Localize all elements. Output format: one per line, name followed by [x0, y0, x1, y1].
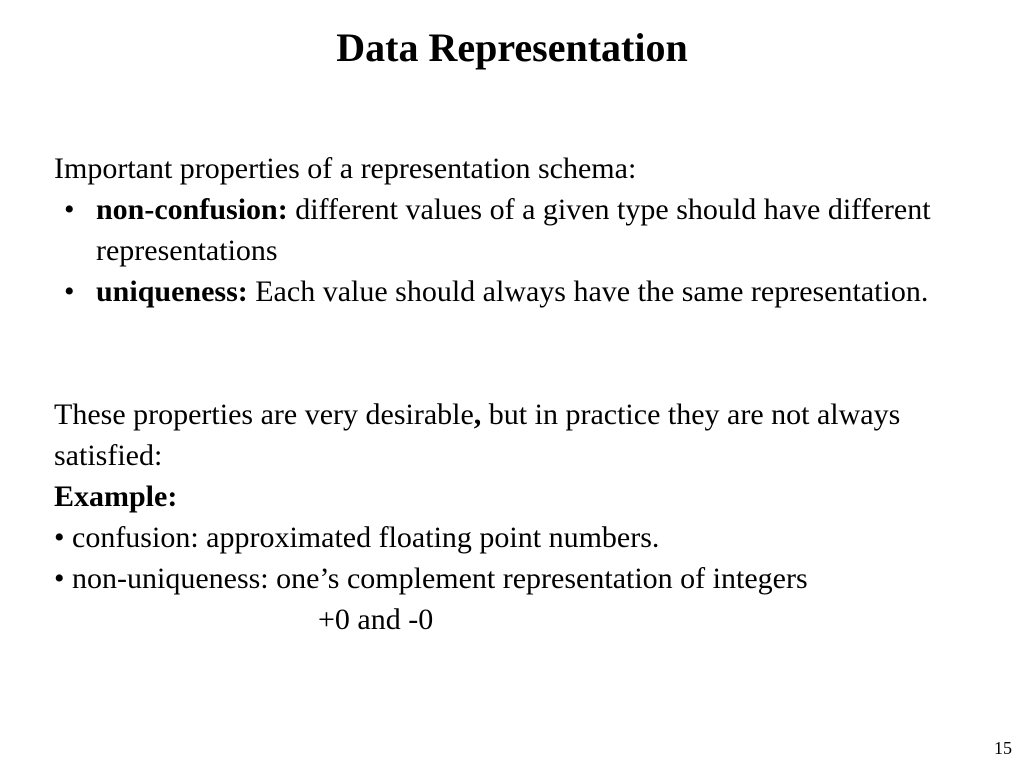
example-continuation: +0 and -0: [318, 603, 434, 636]
example-label: Example:: [54, 480, 178, 513]
example-line: • non-uniqueness: one’s complement representation of integers: [54, 562, 808, 595]
example-line: • confusion: approximated floating point numbers.: [54, 521, 660, 554]
list-item: [54, 189, 994, 271]
bullet-icon: •: [64, 275, 75, 308]
page-number: 15: [994, 738, 1012, 758]
slide-title: Data Representation: [336, 25, 688, 70]
list-item: [54, 271, 994, 312]
property-description: Each value should always have the same representation.: [247, 275, 929, 308]
intro-text: Important properties of a representation schema:: [54, 152, 637, 185]
properties-list: [54, 189, 994, 312]
note-text: [54, 394, 994, 476]
bullet-icon: •: [64, 193, 75, 226]
slide-body: [54, 148, 994, 640]
property-description: different values of a given type should have different representations: [96, 193, 931, 267]
note-lead: These properties are very desirable: [54, 398, 474, 431]
spacer: [54, 312, 994, 394]
note-rest: but in practice they are not always satisfied:: [54, 398, 901, 472]
note-comma: ,: [473, 398, 482, 431]
property-term: non-confusion:: [96, 193, 288, 226]
property-term: uniqueness:: [96, 275, 248, 308]
